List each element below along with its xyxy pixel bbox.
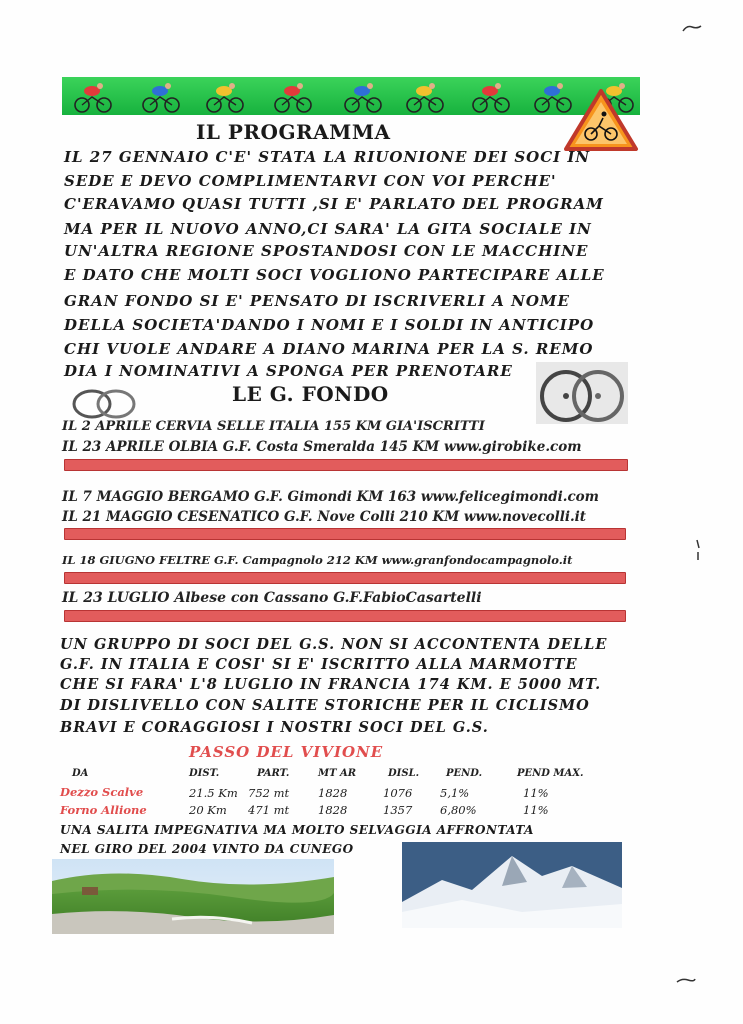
table-cell: 6,80% [440,803,477,817]
marmotte-line: DI DISLIVELLO CON SALITE STORICHE PER IL CICLISMO [60,697,590,714]
table-cell: 20 Km [189,803,227,817]
table-header: PEND MAX. [517,768,584,779]
cyclist-icon [407,83,443,112]
intro-line: C'ERAVAMO QUASI TUTTI ,SI E' PARLATO DEL PROGRAM [64,195,604,213]
table-cell: 752 mt [248,786,290,800]
closing-line: NEL GIRO DEL 2004 VINTO DA CUNEGO [60,842,354,856]
closing-line: UNA SALITA IMPEGNATIVA MA MOLTO SELVAGGIA AFFRONTATA [60,823,534,837]
table-cell: Dezzo Scalve [60,785,144,799]
event-cervia: IL 2 APRILE CERVIA SELLE ITALIA 155 KM GIA'ISCRITTI [62,419,485,434]
scan-mark [682,18,702,28]
table-cell: 21.5 Km [189,786,238,800]
scan-mark [676,970,696,980]
table-cell: 1828 [318,803,348,817]
cyclist-icon [207,83,243,112]
wheels-image-left [70,389,138,419]
red-divider [64,528,626,540]
table-header: PART. [257,768,290,779]
red-divider [64,572,626,584]
page-title: IL PROGRAMMA [196,120,391,144]
scan-mark [694,538,702,562]
wheels-image-right [536,362,628,424]
table-header: MT AR [318,768,357,779]
red-divider [64,459,628,471]
pass-title: PASSO DEL VIVIONE [189,743,384,761]
table-cell: 1828 [318,786,348,800]
table-cell: 471 mt [248,803,290,817]
marmotte-line: G.F. IN ITALIA E COSI' SI E' ISCRITTO ALLA MARMOTTE [60,656,578,673]
marmotte-line: CHE SI FARA' L'8 LUGLIO IN FRANCIA 174 KM. E 5000 MT. [60,676,602,693]
table-header: DA [72,768,89,779]
event-olbia: IL 23 APRILE OLBIA G.F. Costa Smeralda 145 KM www.girobike.com [62,439,582,455]
cyclists-banner-art [62,77,640,115]
table-cell: 1076 [383,786,413,800]
valley-photo [52,859,334,934]
event-feltre: IL 18 GIUGNO FELTRE G.F. Campagnolo 212 KM www.granfondocampagnolo.it [62,553,573,567]
table-header: DIST. [189,768,220,779]
cyclist-icon [473,83,509,112]
intro-line: CHI VUOLE ANDARE A DIANO MARINA PER LA S. REMO [64,340,594,358]
intro-line: GRAN FONDO SI E' PENSATO DI ISCRIVERLI A NOME [64,292,570,310]
red-divider [64,610,626,622]
intro-line: DELLA SOCIETA'DANDO I NOMI E I SOLDI IN ANTICIPO [64,316,595,334]
section-subtitle: LE G. FONDO [232,382,389,406]
event-cesenatico: IL 21 MAGGIO CESENATICO G.F. Nove Colli 210 KM www.novecolli.it [62,509,587,525]
event-bergamo: IL 7 MAGGIO BERGAMO G.F. Gimondi KM 163 www.felicegimondi.com [62,489,599,505]
table-cell: 1357 [383,803,413,817]
table-header: PEND. [446,768,483,779]
marmotte-line: UN GRUPPO DI SOCI DEL G.S. NON SI ACCONTENTA DELLE [60,636,608,653]
cyclist-warning-sign-icon [563,88,639,152]
intro-line: IL 27 GENNAIO C'E' STATA LA RIUONIONE DEI SOCI IN [64,148,591,166]
intro-line: DIA I NOMINATIVI A SPONGA PER PRENOTARE [64,362,513,380]
table-cell: 5,1% [440,786,470,800]
cyclists-banner [62,77,640,115]
cyclist-icon [143,83,179,112]
event-albese: IL 23 LUGLIO Albese con Cassano G.F.FabioCasartelli [62,590,482,606]
intro-line: SEDE E DEVO COMPLIMENTARVI CON VOI PERCHE' [64,172,557,190]
marmotte-line: BRAVI E CORAGGIOSI I NOSTRI SOCI DEL G.S. [60,719,489,736]
cyclist-icon [75,83,111,112]
intro-line: UN'ALTRA REGIONE SPOSTANDOSI CON LE MACCHINE [64,242,589,260]
cyclist-icon [275,83,311,112]
table-header: DISL. [388,768,420,779]
table-cell: Forno Allione [60,803,147,817]
intro-line: E DATO CHE MOLTI SOCI VOGLIONO PARTECIPARE ALLE [64,266,605,284]
cyclist-icon [345,83,381,112]
snowy-mountain-photo [402,842,622,928]
table-cell: 11% [523,803,549,817]
table-cell: 11% [523,786,549,800]
intro-line: MA PER IL NUOVO ANNO,CI SARA' LA GITA SOCIALE IN [64,220,592,238]
